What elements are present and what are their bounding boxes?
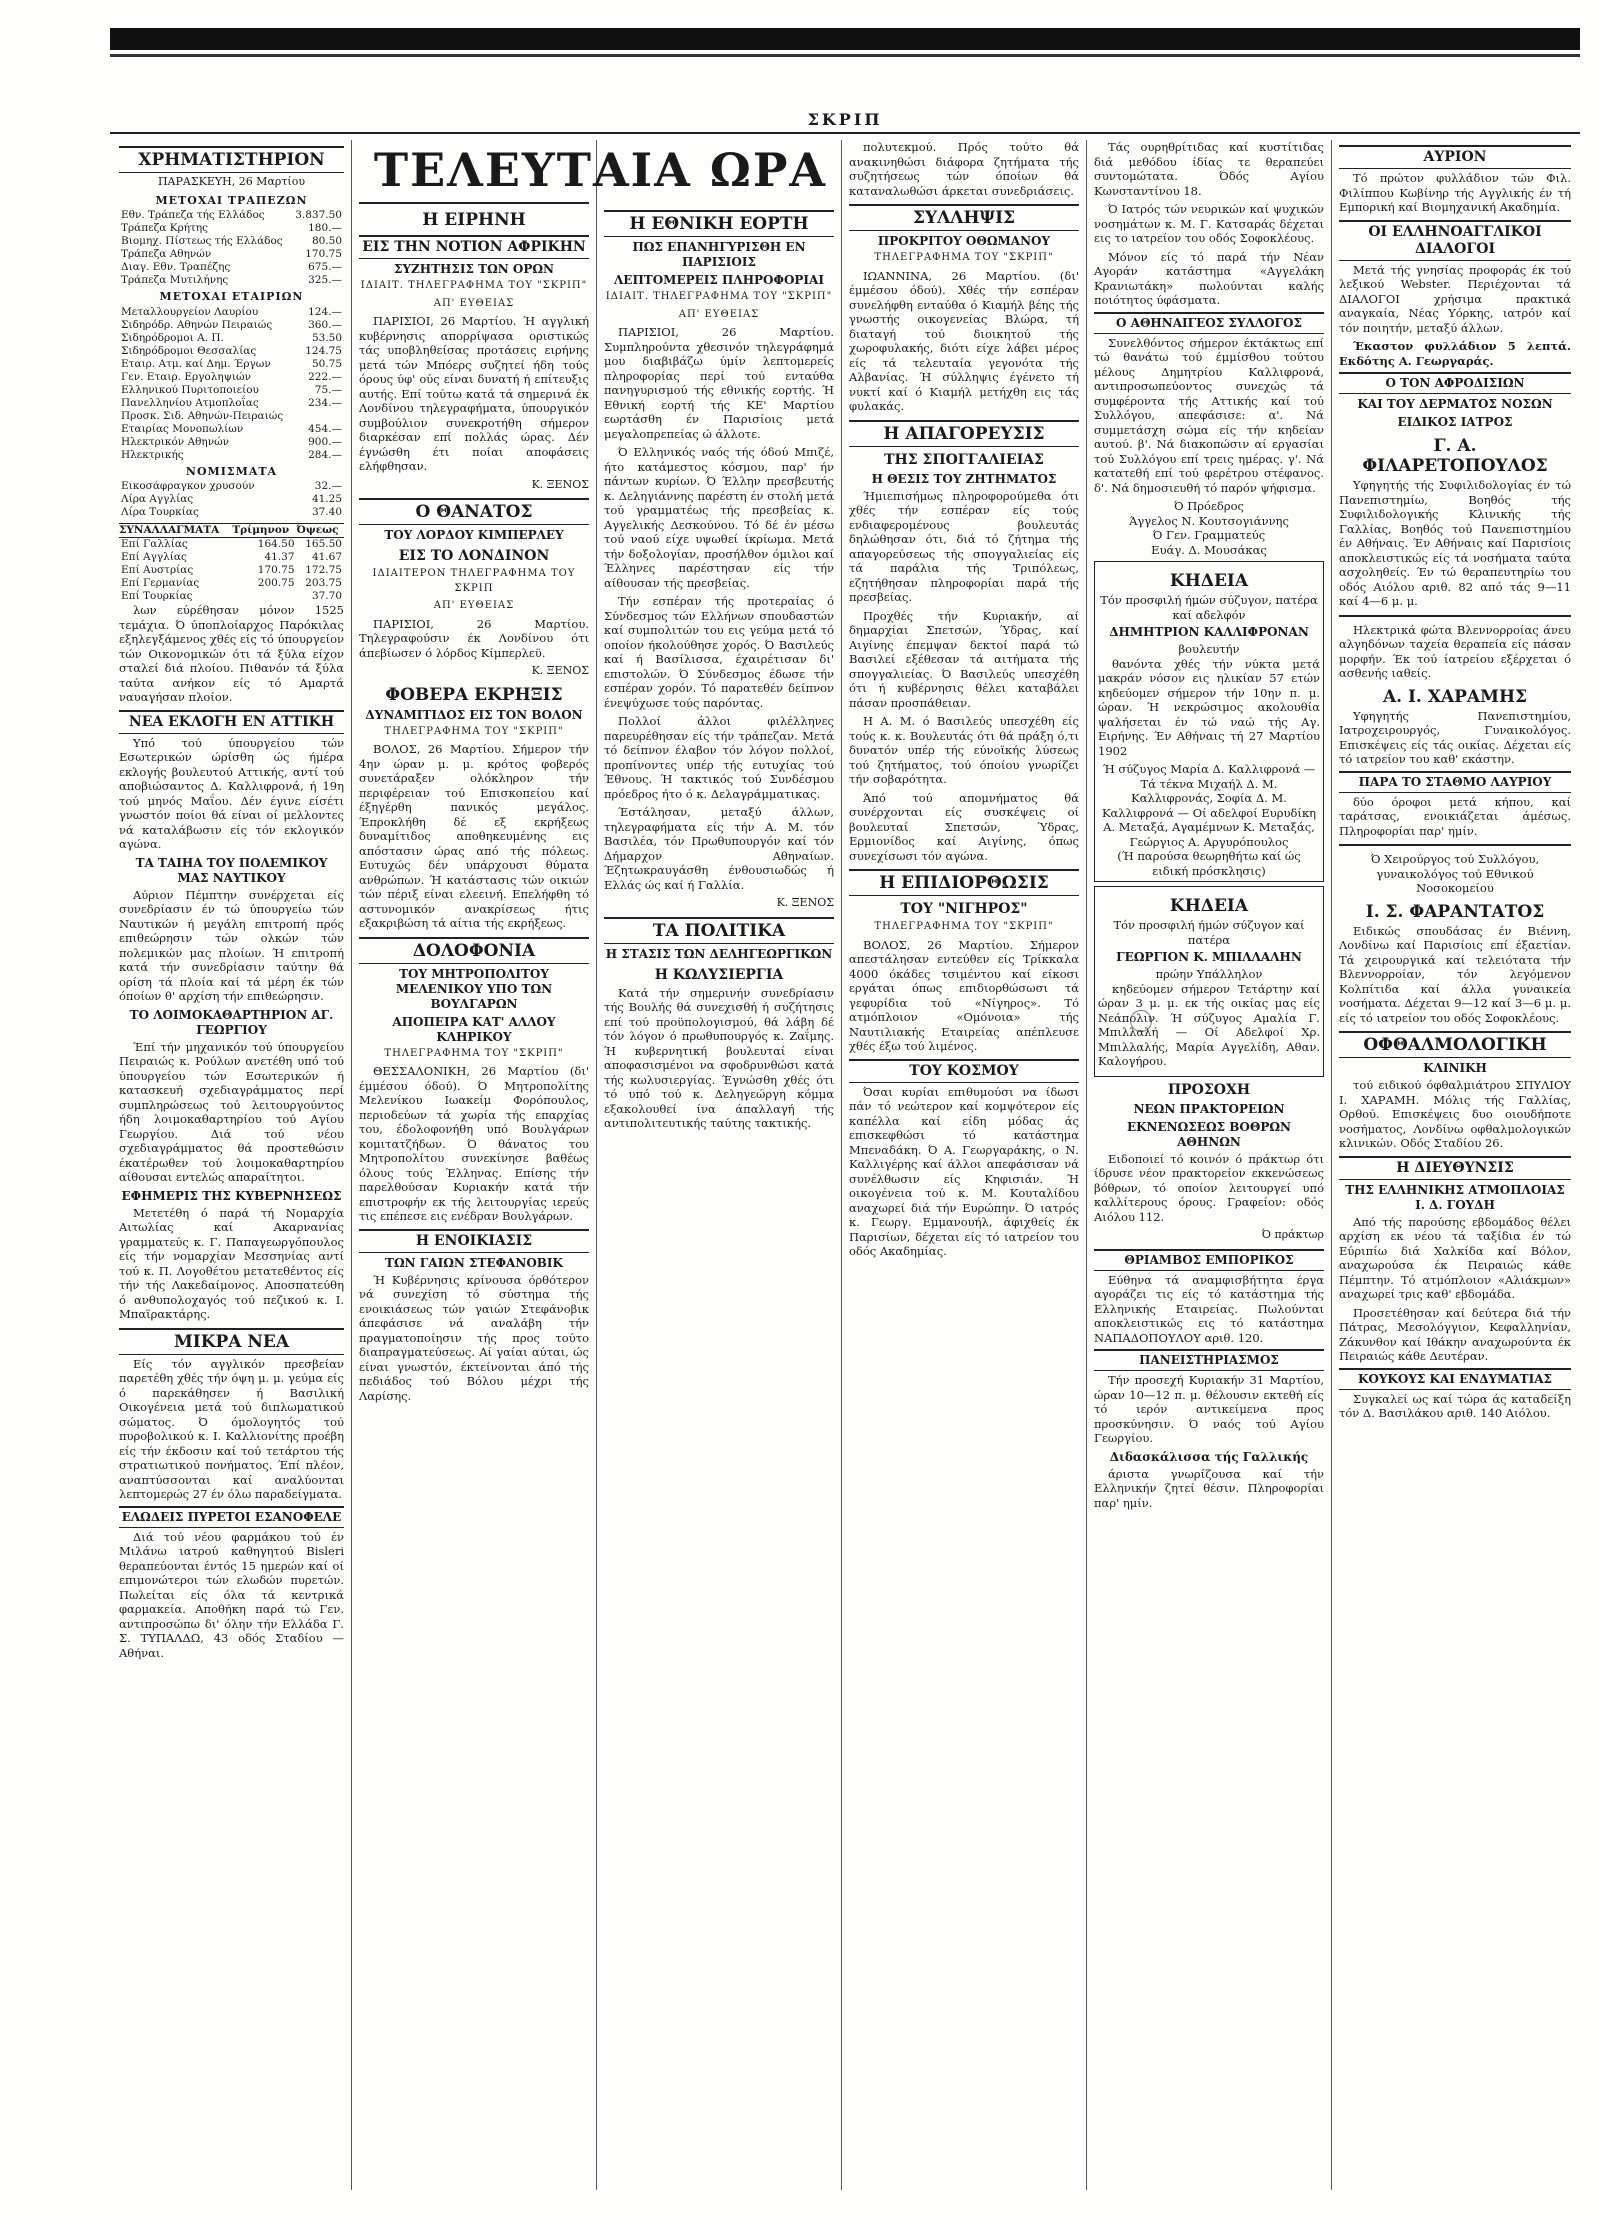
article-xray: Ηλεκτρικά φώτα Βλεννορροίας άνευ αλγηδόνων ταχεία θεραπεία είς πάσαν μορφήν. Έκ τού ίατρείου εξέρχεται ό ασθενής ιαθείς. bbox=[1339, 622, 1571, 680]
rate-value: 75.— bbox=[314, 383, 342, 396]
table-row bbox=[119, 306, 344, 319]
fx-header: Τρίμηνον bbox=[232, 524, 296, 538]
article-peace: ΠΑΡΙΣΙΟΙ, 26 Μαρτίου. Ή αγγλική κυβέρνησις απορρίψασα οριστικώς τάς υποβληθείσας προτάσεις ειρήνης μετά τών Μπόερς συζητεί ήδη τούς όρους ύφ' ούς είναι δυνατή ή επίτευξις αυτής. Επί τούτω κατά τά σημερινά έκ Λονδίνου τηλεγραφήματα, ύπουργικόν συμβούλιον συνεκροτήθη σήμερον διαρκέσαν επί πολλάς ώρας. Δέν έγνώσθη έτι ποίαι αποφάσεις ελήφθησαν. bbox=[359, 314, 589, 473]
rate-value: 222.— bbox=[308, 370, 342, 383]
article-dialogues: Μετά τής γνησίας προφοράς έκ τού λεξικού Webster. Περιέχονται τά ΔΙΑΛΟΓΟΙ χρήσιμα πρακτικά αναγκαία, Νέας Υόρκης, ιατρόν καί τόν ποιητήν, μεταξύ άλλων. bbox=[1339, 262, 1571, 335]
fx-cell: 172.75 bbox=[305, 564, 342, 576]
table-row bbox=[119, 449, 344, 462]
fx-table bbox=[119, 523, 344, 603]
rate-value: 180.— bbox=[308, 222, 342, 234]
masthead-rule bbox=[110, 132, 1580, 134]
signature: Κ. ΞΕΝΟΣ bbox=[531, 477, 589, 491]
rate-value: 50.75 bbox=[311, 357, 342, 370]
headline-lease: Η ΕΝΟΙΚΙΑΣΙΣ bbox=[359, 1229, 589, 1253]
funeral-intro: Τόν προσφιλή ήμών σύζυγον καί πατέρα bbox=[1113, 918, 1305, 947]
rate-name: Ηλεκτρικής bbox=[121, 448, 184, 461]
rate-name: Γεν. Εταιρ. Εργοληψιών bbox=[121, 370, 251, 383]
article-doctor: Υφηγητής τής Συφιλιδολογίας έν τώ Πανεπιστημίω, Βοηθός τής Συφιλιδολογικής Κλινικής τής Γαλλίας, Βοηθός τού Πανεπιστημίου έν Αθήναις. Έν Αθήναις καί Παρισίοις αποκλειστικώς είς τά νοσήματα ταύτα ασχοληθείς. Έν τώ θεραπευτηρίω του οδός Αιόλου αριθ. 82 από τάς 9—11 καί 4—6 μ. μ. bbox=[1339, 478, 1571, 608]
article-ban-3: Η Α. Μ. ό Βασιλεύς υπεσχέθη είς τούς κ. κ. Βουλευτάς ότι θά πράξη ό,τι δυνατόν υπέρ τής εύνοϊκής λύσεως τού ζητήματος, τού όποίου γνωρίζει τήν σοβαρότητα. bbox=[849, 714, 1079, 786]
table-row bbox=[119, 480, 344, 493]
fx-note: λων εύρέθησαν μόνον 1525 τεμάχια. Ό ύποπλοίαρχος Παρόκιλας εξηλεγξάμενος χθές είς τό ύπουργείον τών Οικονομικών ότι τά ξύλα είχον σταλεί διά πλοίου. Πιθανόν τά ξύλα ταύτα ανήκον είς τό Αμαρτά ναυαγήσαν πλοίον. bbox=[119, 603, 344, 704]
masthead: ΣΚΡΙΠ bbox=[807, 110, 883, 129]
headline-politics: ΤΑ ΠΟΛΙΤΙΚΑ bbox=[604, 917, 834, 944]
fx-cell: 164.50 bbox=[257, 538, 295, 550]
companies-title: ΜΕΤΟΧΑΙ ΕΤΑΙΡΙΩΝ bbox=[159, 290, 304, 303]
headline-lease-sub: ΤΩΝ ΓΑΙΩΝ ΣΤΕΦΑΝΟΒΙΚ bbox=[385, 1255, 563, 1270]
table-row bbox=[119, 506, 344, 519]
rate-value: 41.25 bbox=[311, 493, 342, 505]
doctor-3-intro: Ό Χειρούργος τού Συλλόγου, γυναικολόγος τού Εθνικού Νοσοκομείου bbox=[1370, 852, 1540, 895]
headline-arrest: ΣΥΛΛΗΨΙΣ bbox=[849, 204, 1079, 231]
byline: ΑΠ' ΕΥΘΕΙΑΣ bbox=[433, 297, 515, 309]
funeral-notice bbox=[1094, 561, 1324, 882]
article-fest-3: Τήν εσπέραν τής προτεραίας ό Σύνδεσμος τών Ελλήνων σπουδαστών καί συμπολιτών του εις γεύμα μετά τό οποίον ήκολούθησε χορός. Ό Βασιλεύς καί ή Βασίλισσα, έχαιρέτισαν δι' επιστολών. Ό Σύνδεσμος έδωσε τήν εσπέραν χορόν. Τό παρατεθέν δείπνον ένεψύχωσε τούς παρόντας. bbox=[604, 594, 834, 710]
rate-name: Σιδηρόδρ. Αθηνών Πειραιώς bbox=[121, 318, 273, 331]
article-fest-4: Πολλοί άλλοι φιλέλληνες παρευρέθησαν είς τήν τράπεζαν. Μετά τό δείπνον έλαβον τόν λόγον πολλοί, προπίνοντες υπέρ τής ευτυχίας τού Έθνους. Ή τακτικός τού Συνδέσμου πρόεδρος ήτο ό κ. Δελαγράμματικας. bbox=[604, 714, 834, 801]
headline-peace-sub2: ΣΥΖΗΤΗΣΙΣ ΤΩΝ ΟΡΩΝ bbox=[393, 262, 555, 276]
headline-buttons: ΚΟΥΚΟΥΣ ΚΑΙ ΕΝΔΥΜΑΤΙΑΣ bbox=[1339, 1368, 1571, 1390]
headline-explosion-sub: ΔΥΝΑΜΙΤΙΔΟΣ ΕΙΣ ΤΟΝ ΒΟΛΟΝ bbox=[365, 707, 583, 722]
headline-election: ΝΕΑ ΕΚΛΟΓΗ ΕΝ ΑΤΤΙΚΗ bbox=[119, 710, 344, 734]
headline-ban-sub: ΤΗΣ ΣΠΟΓΓΑΛΙΕΙΑΣ bbox=[884, 451, 1044, 468]
table-row bbox=[119, 590, 344, 603]
table-row bbox=[119, 358, 344, 371]
rate-value: 124.— bbox=[308, 305, 342, 318]
article-direction-2: Προσετέθησαν καί δεύτερα διά τήν Πάτρας, Μεσολόγγιον, Κεφαλληνίαν, Ζάκυνθον καί Ιθάκην αναχωρούντα έκ Πειραιώς κάθε Δευτέραν. bbox=[1339, 1305, 1571, 1363]
rate-name: Τράπεζα Κρήτης bbox=[121, 222, 209, 234]
rate-value: 675.— bbox=[308, 261, 342, 273]
coins-title: ΝΟΜΙΣΜΑΤΑ bbox=[185, 464, 278, 478]
headline-small-news: ΜΙΚΡΑ ΝΕΑ bbox=[119, 1328, 344, 1355]
rate-value: 32.— bbox=[314, 480, 342, 492]
headline-venereal: Ο ΤΟΝ ΑΦΡΟΔΙΣΙΩΝ bbox=[1339, 372, 1571, 394]
article-politics: Κατά τήν σημερινήν συνεδρίασιν τής Βουλής θά συνεχισθή ή συζήτησις επί τού προϋπολογισμού, θά λάβη δέ τόν λόγον ό πρωθυπουργός κ. Ζαΐμης. Ή κυβερνητική βουλευταί είναι αποφασισμένοι να σφοδρυνθώσι κατά τής κωλυσιεργίας. Έγνώσθη χθές ότι τό υπό τού κ. Δεληγεώργη κόμμα εξακολουθεί ίνα άπαλλαγή τής αντιπολιτευτικής ταύτης τακτικής. bbox=[604, 985, 834, 1130]
rate-value: 454.— bbox=[308, 422, 342, 435]
doctor-name: Ι. Σ. ΦΑΡΑΝΤΑΤΟΣ bbox=[1365, 901, 1545, 922]
banner-spacer bbox=[604, 140, 834, 204]
fx-cell: 165.50 bbox=[305, 538, 342, 550]
table-row bbox=[119, 384, 344, 397]
headline-tomorrow: ΑΥΡΙΟΝ bbox=[1339, 145, 1571, 169]
funeral-text: θανόντα χθές τήν νύκτα μετά μακράν νόσον εις ηλικίαν 57 ετών κηδεύομεν σήμερον τήν 10ην π. μ. ώραν. Ή νεκρώσιμος ακολουθία ψαλήσεται έν τώ ναώ τής Αγ. Ειρήνης. Έν Αθήναις τή 27 Μαρτίου 1902 bbox=[1098, 656, 1320, 758]
rate-value: 325.— bbox=[308, 274, 342, 286]
fx-cell: 41.37 bbox=[264, 551, 295, 563]
article-lease: Ή Κυβέρνησις κρίνουσα όρθότερον νά συνεχίση τό σύστημα τής ενοικιάσεως τών γαιών Στεφάνοβικ άπεφάσισε νά αναλάβη τήν πραγματοποίησιν τής προς τούτο διαπραγματεύσεως. Αί γαίαι αύται, ώς είναι γνωστόν, έκτείνονται άπό τής πεδιάδος τού Βόλου μέχρι τής Λαρίσης. bbox=[359, 1272, 589, 1403]
headline-murder: ΔΟΛΟΦΟΝΙΑ bbox=[359, 937, 589, 964]
rate-name: Λίρα Τουρκίας bbox=[121, 506, 199, 518]
funeral-note: (Ή παρούσα θεωρηθήτω καί ώς ειδική πρόσκλησις) bbox=[1117, 849, 1301, 878]
table-row bbox=[119, 493, 344, 506]
headline-eye-clinic: ΟΦΘΑΛΜΟΛΟΓΙΚΗ bbox=[1339, 1031, 1571, 1058]
funeral-text: κηδεύομεν σήμερον Τετάρτην καί ώραν 3 μ. μ. εκ τής οικίας μας είς Νεάπολιν. Ή σύζυγος Αμαλία Γ. Μπιλλαλή — Οί Αδελφοί Χρ. Μπιλλαλής, Μαρία Αγγελίδη, Αθαν. Καλογήρου. bbox=[1098, 981, 1320, 1068]
ad-text: Τάς ουρηθρίτιδας καί κυστίτιδας διά μεθόδου ίδίας τε θεραπεύει συντομώτατα. Όδός Αγίου Κωνσταντίνου 18. bbox=[1094, 140, 1324, 198]
headline-repair: Η ΕΠΙΔΙΟΡΘΩΣΙΣ bbox=[849, 869, 1079, 896]
fx-cell: Επί Τουρκίας bbox=[121, 590, 193, 602]
rate-name: Τράπεζα Αθηνών bbox=[121, 248, 212, 260]
rate-name: Βιομηχ. Πίστεως τής Ελλάδος bbox=[121, 235, 283, 247]
article-fest-5: Έστάλησαν, μεταξύ άλλων, τηλεγραφήματα είς τήν Α. Μ. τόν Βασιλέα, τόν Πρωθυπουργόν καί τόν Δήμαρχον Αθηναίων. Έζητωκραυγάσθη ένθουσιωδώς ή Ελλάς ώς καί ή Γαλλία. bbox=[604, 805, 834, 892]
headline-fest-sub2: ΛΕΠΤΟΜΕΡΕΙΣ ΠΛΗΡΟΦΟΡΙΑΙ bbox=[614, 273, 824, 287]
column-5 bbox=[1087, 140, 1332, 2190]
byline: ΤΗΛΕΓΡΑΦΗΜΑ ΤΟΥ "ΣΚΡΙΠ" bbox=[874, 252, 1054, 263]
rate-value: 37.40 bbox=[311, 506, 342, 518]
rate-name: Εικοσάφραγκον χρυσούν bbox=[121, 480, 255, 492]
article-arrest: ΙΩΑΝΝΙΝΑ, 26 Μαρτίου. (δι' έμμέσου όδού). Χθές τήν εσπέραν συνελήφθη ενταύθα ό Κιαμήλ βέης τής γνωστής οικογενείας Βλώρα, τή διαταγή τού διοικητού τής χωροφυλακής, διότι είχε λάβει μέρος είς τά τελευταία γεγονότα τής Αλβανίας. Ή σύλληψις έγένετο τή νυκτί καί ό Κιαμήλ μετήχθη εις τάς φυλακάς. bbox=[849, 268, 1079, 413]
table-row bbox=[119, 436, 344, 449]
funeral-name: ΓΕΩΡΓΙΟΝ Κ. ΜΠΙΛΛΑΛΗΝ bbox=[1116, 950, 1302, 964]
rate-value bbox=[300, 410, 344, 423]
column-1 bbox=[112, 140, 352, 2190]
table-row bbox=[119, 397, 344, 410]
headline-arrest-sub: ΠΡΟΚΡΙΤΟΥ ΟΘΩΜΑΝΟΥ bbox=[877, 234, 1051, 248]
table-row bbox=[119, 261, 344, 274]
byline: ΙΔΙΑΙΤ. ΤΗΛΕΓΡΑΦΗΜΑ ΤΟΥ "ΣΚΡΙΠ" bbox=[605, 291, 833, 302]
article-society: Όσαι κυρίαι επιθυμούσι να ίδωσι πάν τό νεώτερον καί κομψότερον είς καπέλλα καί είδη μόδας άς επισκεφθώσι τό κατάστημα Μπεναδάκη. Ό Α. Γεωργαράκης, ο Ν. Καλλιγέρης καί άλλοι απεφάσισαν νά συνέλθωσιν είς Κηφισιάν. Ή οικογένεια τού κ. Μ. Κουταλίδου αναχωρεί διά τήν Ευρώπην. Ό ιατρός κ. Γεωργ. Εμμανουήλ, άφιχθείς έκ Παρισίων, δέχεται είς τό ιατρείον του οδός Ακαδημίας. bbox=[849, 1084, 1079, 1258]
headline-peace-sub: ΕΙΣ ΤΗΝ ΝΟΤΙΟΝ ΑΦΡΙΚΗΝ bbox=[359, 235, 589, 259]
rate-name: Διαγ. Εθν. Τραπέζης bbox=[121, 261, 231, 273]
rate-name: Τράπεζα Μυτιλήνης bbox=[121, 274, 229, 286]
article-ban-2: Προχθές τήν Κυριακήν, αί δημαρχίαι Σπετσών, Ύδρας, καί Αιγίνης έπεμψαν δεκτοί παρά τώ Βασιλεί εξέθεσαν τά αιτήματα τής σπογγαλιείας. Ό Βασιλεύς υπεσχέθη ότι ή κυβέρνησις θέλει καταβάλει πάσαν προσπάθειαν. bbox=[849, 608, 1079, 710]
column-6 bbox=[1332, 140, 1578, 2190]
divider bbox=[1339, 844, 1571, 846]
headline-explosion: ΦΟΒΕΡΑ ΕΚΡΗΞΙΣ bbox=[385, 684, 563, 705]
fx-cell: Επί Γερμανίας bbox=[121, 577, 200, 589]
headline-fest: Η ΕΘΝΙΚΗ ΕΟΡΤΗ bbox=[604, 210, 834, 237]
article-quarantine: Έπί τήν μηχανικόν τού ύπουργείου Πειραιώς κ. Ρούλων ανετέθη υπό τού ύπουργείου τών Εσωτερικών ή κατασκευή σχεδιαγράμματος περί συμπληρώσεως τού λειτουργούντος ήδη λοιμοκαθαρτηρίου τού Αγίου Γεωργίου. Διά τού νέου σχεδιαγράμματος θά προστεθώσιν έκατέρωθεν τού λοιμοκαθαρτηρίου αίθουσαι εντελώς απαραίτητοι. bbox=[119, 1039, 344, 1184]
byline: ΤΗΛΕΓΡΑΦΗΜΑ ΤΟΥ "ΣΚΡΙΠ" bbox=[874, 921, 1054, 932]
article-dialogues-price: Έκαστον φυλλάδιον 5 λεπτά. Εκδότης Α. Γεωργαράς. bbox=[1339, 339, 1571, 368]
signature: Ό πράκτωρ bbox=[1261, 1228, 1324, 1241]
fx-cell: 200.75 bbox=[257, 577, 295, 589]
fx-header: Όψεως bbox=[297, 524, 344, 538]
table-row bbox=[119, 410, 344, 423]
article-fest-2: Ό Ελληνικός ναός τής όδού Μπιζέ, ήτο κατάμεστος κόσμου, παρ' ήν πάντων κυρίων. Ό Έλλην πρεσβευτής κ. Δεληγιάννης παρέστη έν στολή μετά τού γραμματέως τής πρεσβείας κ. Αγγελικής Δεσκούνου. Τό δέ έν μέσω τού ναού είχε υψωθεί ίκρίωμα. Μετά τήν δοξολογίαν, προσήλθον όμιλοι καί Έλληνες παρέστησαν είς τήν αίθουσαν τής πρεσβείας. bbox=[604, 445, 834, 590]
column-3 bbox=[597, 140, 842, 2190]
fx-cell: 41.67 bbox=[311, 551, 342, 563]
byline: ΤΗΛΕΓΡΑΦΗΜΑ ΤΟΥ "ΣΚΡΙΠ" bbox=[384, 725, 564, 737]
headline-ban: Η ΑΠΑΓΟΡΕΥΣΙΣ bbox=[849, 420, 1079, 447]
headline-direction: Η ΔΙΕΥΘΥΝΣΙΣ bbox=[1339, 1156, 1571, 1180]
banner-last-hour: ΤΕΛΕΥΤΑΙΑ ΩΡΑ bbox=[373, 143, 828, 197]
article-triumph: Εύθηνα τά αναμφισβήτητα έργα αγοράζει τις είς τό κατάστημα τής Ελληνικής Εταιρείας. Πωλούνται αποκλειστικώς εις τό κατάστημα ΝΑΠΑΔΟΠΟΥΛΟΥ αριθ. 120. bbox=[1094, 1272, 1324, 1345]
article-doctor-3: Ειδικώς σπουδάσας έν Βιέννη, Λονδίνω καί Παρισίοις επί έξαετίαν. Τά χειρουργικά καί τελειότατα τήν Βλεννορροίαν, τόν λεγόμενον Κολπίτιδα καί άλλα γυναικεία νοσήματα. Δέχεται 9—12 καί 3—6 μ. μ. είς τό ιατρείον του οδός Σοφοκλέους. bbox=[1339, 923, 1571, 1025]
article-association: Συνελθόντος σήμερον έκτάκτως επί τώ θανάτω τού έμμίσθου τούτου μέλους Δημητρίου Καλλιφρονά, αντιπροσωπεύοντος συνεχώς τά συμφέροντα τής Αττικής καί τού Συλλόγου, απεφάσισε: α'. Νά συμμετάσχη σώμα είς τήν κηδείαν αυτού. β'. Νά διακοπώσιν αί εργασίαι τού Συλλόγου επί τρεις ημέρας. γ'. Νά κατατεθή επί τού φερέτρου στέφανος. δ'. Νά δημοσιευθή τό παρόν ψήφισμα. bbox=[1094, 335, 1324, 495]
exchange-date: ΠΑΡΑΣΚΕΥΗ, 26 Μαρτίου bbox=[157, 175, 306, 188]
fx-cell: 170.75 bbox=[257, 564, 295, 576]
table-row bbox=[119, 209, 344, 222]
banks-title: ΜΕΤΟΧΑΙ ΤΡΑΠΕΖΩΝ bbox=[155, 193, 308, 207]
exchange-title: ΧΡΗΜΑΤΙΣΤΗΡΙΟΝ bbox=[119, 146, 344, 173]
rate-value: 170.75 bbox=[305, 248, 342, 260]
table-row bbox=[119, 423, 344, 436]
rate-value: 284.— bbox=[308, 448, 342, 461]
headline-direction-sub: ΤΗΣ ΕΛΛΗΝΙΚΗΣ ΑΤΜΟΠΛΟΙΑΣ Ι. Δ. ΓΟΥΔΗ bbox=[1345, 1182, 1565, 1212]
fx-cell bbox=[232, 590, 296, 603]
rate-value: 80.50 bbox=[311, 235, 342, 247]
article-notice: Ειδοποιεί τό κοινόν ό πράκτωρ ότι ίδρυσε νέον πρακτορείον εκκενώσεως βόθρων, τό οποίον λειτουργεί υπό καλλίτερους όρους. Γραφείον: οδός Αιόλου 112. bbox=[1094, 1151, 1324, 1224]
headline-notice: ΠΡΟΣΟΧΗ bbox=[1167, 1081, 1251, 1098]
doctor-name: Α. Ι. ΧΑΡΑΜΗΣ bbox=[1382, 686, 1528, 707]
rate-value: 3.837.50 bbox=[295, 209, 342, 221]
article-ships: Αύριον Πέμπτην συνέρχεται είς συνεδρίασιν έν τώ ύπουργείω τών Ναυτικών ή μεγάλη επιτροπή πρός επιθεώρησιν τών ολκών τών πολεμικών μας πλοίων. Ή επιτροπή κατά τήν συνεδρίασιν ταύτην θά ορίση τά πλοία καί τά μέρη έκ τών όποίων θ' αρχίση τήν επιθεώρησιν. bbox=[119, 887, 344, 1003]
article-ban-4: Άπό τού απομνήματος θά συνέρχονται είς συσκέψεις οί βουλευταί Σπετσών, Ύδρας, Ερμιονίδος καί Αιγίνης, όπως συνεχίσωσι τόν αγώνα. bbox=[849, 790, 1079, 863]
headline-venereal-sub: ΚΑΙ ΤΟΥ ΔΕΡΜΑΤΟΣ ΝΟΣΩΝ bbox=[1357, 397, 1553, 411]
headline-bulletin: ΕΦΗΜΕΡΙΣ ΤΗΣ ΚΥΒΕΡΝΗΣΕΩΣ bbox=[121, 1188, 342, 1203]
article-doctor-2: Υφηγητής Πανεπιστημίου, Ιατροχειρουργός, Γυναικολόγος. Επισκέψεις είς τάς οικίας. Δέχεται είς τό ιατρείον του καθ' εκάστην. bbox=[1339, 708, 1571, 766]
signature: Κ. ΞΕΝΟΣ bbox=[776, 896, 834, 909]
byline: ΑΠ' ΕΥΘΕΙΑΣ bbox=[433, 600, 515, 611]
signature: Κ. ΞΕΝΟΣ bbox=[531, 664, 589, 677]
headline-death-sub: ΤΟΥ ΛΟΡΔΟΥ ΚΙΜΠΕΡΛΕΥ bbox=[384, 528, 564, 542]
article-ad-fever: Διά τού νέου φαρμάκου τού έν Μιλάνω ιατρού καθηγητού Bisleri θεραπεύονται έντός 15 ημερών καί οί επιμονώτεροι τών ελωδών πυρετών. Πωλείται είς όλα τά κεντρικά φαρμακεία. Αποθήκη παρά τώ Γεν. αντιπροσώπω δι' όλην τήν Ελλάδα Γ. Σ. ΤΥΠΑΛΔΩ, 43 οδός Σταδίου — Αθήναι. bbox=[119, 1529, 344, 1660]
headline-ships: ΤΑ ΤΑΙΗΑ ΤΟΥ ΠΟΛΕΜΙΚΟΥ ΜΑΣ ΝΑΥΤΙΚΟΥ bbox=[135, 855, 328, 885]
doctor-name: Γ. Α. ΦΙΛΑΡΕΤΟΠΟΥΛΟΣ bbox=[1362, 436, 1548, 476]
ad-text: Μόνον είς τό παρά τήν Νέαν Αγοράν κατάστημα «Αγγελάκη Κρανιωτάκη» πωλούνται καλής ποιότητος ύφάσματα. bbox=[1094, 249, 1324, 307]
newspaper-columns bbox=[112, 140, 1578, 2190]
headline-ban-sub2: Η ΘΕΣΙΣ ΤΟΥ ΖΗΤΗΜΑΤΟΣ bbox=[871, 471, 1057, 486]
funeral-notice-2 bbox=[1094, 886, 1324, 1077]
headline-politics-sub: Η ΣΤΑΣΙΣ ΤΩΝ ΔΕΛΗΓΕΩΡΓΙΚΩΝ bbox=[605, 946, 833, 961]
banner-rule bbox=[359, 202, 589, 204]
article-direction: Από τής παρούσης εβδομάδος θέλει αρχίση εκ νέου τά ταξίδια έν τώ Εύριπίω διά Χαλκίδα καί Βόλον, αναχωρούσα έκ Πειραιώς κάθε Πέμπτην. Τό ατμόπλοιον «Αλιάκμων» αναχωρεί τρις καθ' εβδομάδα. bbox=[1339, 1214, 1571, 1301]
fx-cell: 203.75 bbox=[305, 577, 342, 589]
byline: ΙΔΙΑΙΤΕΡΟΝ ΤΗΛΕΓΡΑΦΗΜΑ ΤΟΥ ΣΚΡΙΠ bbox=[372, 568, 576, 594]
headline-church: ΠΑΝΕΙΣΤΗΡΙΑΣΜΟΣ bbox=[1094, 1349, 1324, 1371]
rate-name: Εθν. Τράπεζα τής Ελλάδος bbox=[121, 209, 265, 221]
headline-funeral: ΚΗΔΕΙΑ bbox=[1169, 571, 1249, 591]
top-rule-bar bbox=[110, 28, 1580, 50]
headline-triumph: ΘΡΙΑΜΒΟΣ ΕΜΠΟΡΙΚΟΣ bbox=[1094, 1249, 1324, 1271]
article-murder: ΘΕΣΣΑΛΟΝΙΚΗ, 26 Μαρτίου (δι' έμμέσου όδού). Ό Μητροπολίτης Μελενίκου Ιωακείμ Φορόπουλος, περιοδεύων τά χωρία τής επαρχίας του, έδολοφονήθη υπό Βουλγάρων κομιτατζήδων. Ό θάνατος του Μητροπολίτου συνεκίνησε βαθέως όλους τούς Έλληνας. Επίσης τήν παρελθούσαν Κυριακήν κατά τήν επιστροφήν εκ τής λειτουργίας ιερεύς τις επέπεσε εις ενέδραν Βουλγάρων. bbox=[359, 1064, 589, 1223]
funeral-role: πρώην Υπάλληλον bbox=[1155, 967, 1263, 981]
headline-society: ΤΟΥ ΚΟΣΜΟΥ bbox=[849, 1059, 1079, 1083]
funeral-intro: Τόν προσφιλή ήμών σύζυγον, πατέρα καί αδελφόν bbox=[1100, 593, 1318, 622]
table-row bbox=[119, 564, 344, 577]
assoc-signature-role: Ό Γεν. Γραμματεύς bbox=[1152, 528, 1266, 542]
article-teacher: άριστα γνωρίζουσα καί τήν Ελληνικήν ζητεί θέσιν. Πληροφορίαι παρ' ημίν. bbox=[1094, 1466, 1324, 1510]
headline-politics-sub2: Η ΚΩΛΥΣΙΕΡΓΙΑ bbox=[654, 966, 784, 983]
fx-cell: Επί Αυστρίας bbox=[121, 564, 194, 576]
headline-murder-sub: ΤΟΥ ΜΗΤΡΟΠΟΛΙΤΟΥ ΜΕΛΕΝΙΚΟΥ ΥΠΟ ΤΩΝ ΒΟΥΛΓΑΡΩΝ bbox=[395, 966, 553, 1011]
fx-header: ΣΥΝΑΛΛΑΓΜΑΤΑ bbox=[119, 524, 232, 538]
top-thin-rule bbox=[110, 54, 1580, 57]
rate-value: 900.— bbox=[308, 435, 342, 448]
headline-station: ΠΑΡΑ ΤΟ ΣΤΑΘΜΟ ΛΑΥΡΙΟΥ bbox=[1339, 771, 1571, 793]
funeral-family: Ή σύζυγος Μαρία Δ. Καλλιφρονά — Τά τέκνα Μιχαήλ Δ. Μ. Καλλιφρονάς, Σοφία Δ. Μ. Καλλιφρονά — Οί αδελφοί Ευρυδίκη Α. Μεταξά, Αγαμέμνων Κ. Μεταξάς, Γεώργιος Α. Αργυρόπουλος bbox=[1101, 762, 1317, 849]
rate-name: Μεταλλουργείον Λαυρίου bbox=[121, 305, 259, 318]
assoc-signature-name: Ευάγ. Δ. Μουσάκας bbox=[1151, 542, 1267, 557]
table-row bbox=[119, 248, 344, 261]
funeral-role: βουλευτήν bbox=[1178, 642, 1240, 656]
article-church: Τήν προσεχή Κυριακήν 31 Μαρτίου, ώραν 10—12 π. μ. θέλουσιν εκτεθή είς τό ιερόν αντικείμενα προς προσκύνησιν. Ό ναός τού Αγίου Γεωργίου. bbox=[1094, 1373, 1324, 1445]
byline: ΙΔΙΑΙΤ. ΤΗΛΕΓΡΑΦΗΜΑ ΤΟΥ "ΣΚΡΙΠ" bbox=[360, 280, 588, 291]
headline-death: Ο ΘΑΝΑΤΟΣ bbox=[359, 498, 589, 525]
banks-table bbox=[119, 209, 344, 287]
rate-name: Εταιρίας Μονοπωλίων bbox=[121, 422, 244, 435]
article-bulletin: Μετετέθη ό παρά τή Νομαρχία Αιτωλίας καί Ακαρνανίας γραμματεύς κ. Γ. Παπαγεωργόπουλος είς τήν νομαρχίαν Μεσσηνίας αντί τού κ. Π. Λογοθέτου μετατεθέντος είς τήν τής Λακεδαίμονος. Αποσπατεύθη ό ανθυπολοχαγός τού πεζικού κ. Ι. Μπαϊρακτάρης. bbox=[119, 1205, 344, 1321]
headline-eye-clinic-sub: ΚΛΙΝΙΚΗ bbox=[1423, 1061, 1487, 1075]
coins-table bbox=[119, 480, 344, 519]
rate-value: 124.75 bbox=[305, 344, 342, 357]
table-row bbox=[119, 222, 344, 235]
article-buttons: Συγκαλεί ως καί τώρα άς καταδείξη τόν Δ. Βασιλάκου αριθ. 140 Αιόλου. bbox=[1339, 1391, 1571, 1420]
rate-name: Ηλεκτρικόν Αθηνών bbox=[121, 435, 230, 448]
headline-teacher: Διδασκάλισσα τής Γαλλικής bbox=[1109, 1449, 1309, 1464]
headline-death-sub2: ΕΙΣ ΤΟ ΛΟΝΔΙΝΟΝ bbox=[398, 548, 550, 564]
table-header-row bbox=[119, 524, 344, 538]
table-row bbox=[119, 274, 344, 287]
rate-name: Προσκ. Σιδ. Αθηνών-Πειραιώς bbox=[121, 409, 284, 422]
article-ban-1: Ήμιεπισήμως πληροφορούμεθα ότι χθές τήν εσπέραν είς τούς ενδιαφερομένους βουλευτάς δηλώθησαν ότι, διά τό ζήτημα τής απαγορεύσεως τής σπογγαλιείας είς τά παράλια τής Τριπόλεως, εζητήθησαν πληροφορίαι παρά τής πρεσβείας. bbox=[849, 488, 1079, 604]
headline-peace: Η ΕΙΡΗΝΗ bbox=[422, 210, 526, 230]
headline-notice-sub: ΝΕΩΝ ΠΡΑΚΤΟΡΕΙΩΝ bbox=[1133, 1101, 1285, 1116]
article-eye-clinic: τού ειδικού όφθαλμιάτρου ΣΠΥΛΙΟΥ Ι. ΧΑΡΑΜΗ. Μόλις τής Γαλλίας, Ορθού. Επισκέψεις δυο οιουδήποτε νοσήματος, Λονδίνω οφθαλμολογικών κλινικών. Οδός Σταδίου 26. bbox=[1339, 1078, 1571, 1150]
headline-quarantine: ΤΟ ΛΟΙΜΟΚΑΘΑΡΤΗΡΙΟΝ ΑΓ. ΓΕΩΡΓΙΟΥ bbox=[129, 1007, 334, 1037]
table-row bbox=[119, 345, 344, 358]
headline-funeral-2: ΚΗΔΕΙΑ bbox=[1169, 896, 1249, 916]
companies-table bbox=[119, 306, 344, 462]
article-election: Υπό τού ύπουργείου τών Εσωτερικών ώρίσθη ώς ήμέρα εκλογής βουλευτού Αττικής, αντί τού αποβιώσαντος Δ. Καλλιφρονά, ή 19η τού μηνός Μαΐου. Δέν έγινε είσέτι γνωστόν ποίοι θά είναι οί μελλοντες νά καταλάβωσιν είς τόν εκλογικόν αγώνα. bbox=[119, 735, 344, 851]
table-row bbox=[119, 551, 344, 564]
table-row bbox=[119, 577, 344, 590]
headline-venereal-sub2: ΕΙΔΙΚΟΣ ΙΑΤΡΟΣ bbox=[1397, 415, 1513, 429]
table-row bbox=[119, 538, 344, 552]
ad-text: Ό Ιατρός τών νευρικών καί ψυχικών νοσημάτων κ. Μ. Γ. Κατσαράς δέχεται εις το ιατρείον του οδός Σοφοκλέους. bbox=[1094, 202, 1324, 245]
rate-name: Λίρα Αγγλίας bbox=[121, 493, 194, 505]
article-station: δύο όροφοι μετά κήπου, καί ταράτσας, ενοικιάζεται άμέσως. Πληροφορίαι παρ' ημίν. bbox=[1339, 794, 1571, 838]
rate-name: Εταιρ. Ατμ. καί Δημ. Έργων bbox=[121, 357, 271, 370]
funeral-name: ΔΗΜΗΤΡΙΟΝ ΚΑΛΛΙΦΡΟΝΑΝ bbox=[1109, 625, 1309, 639]
rate-name: Ελληνικού Πυριτοποιείου bbox=[121, 383, 259, 396]
headline-dialogues: ΟΙ ΕΛΛΗΝΟΑΓΓΛΙΚΟΙ ΔΙΑΛΟΓΟΙ bbox=[1339, 220, 1571, 261]
headline-ad-fever: ΕΛΩΔΕΙΣ ΠΥΡΕΤΟΙ ΕΣΑΝΟΦΕΛΕ bbox=[119, 1506, 344, 1528]
rate-name: Σιδηρόδρομοι Θεσσαλίας bbox=[121, 344, 257, 357]
byline: ΑΠ' ΕΥΘΕΙΑΣ bbox=[678, 308, 760, 320]
rate-value: 234.— bbox=[308, 396, 342, 409]
divider bbox=[1339, 615, 1571, 617]
assoc-signature-role: Ό Πρόεδρος bbox=[1174, 499, 1244, 513]
article-fest-1: ΠΑΡΙΣΙΟΙ, 26 Μαρτίου. Συμπληρούντα χθεσινόν τηλεγράφημά μου διαβιβάζω ύμίν λεπτομερείς πληροφορίας περί τού ενταύθα πανηγυρισμού τής εθνικής εορτής. Ή Εθνική εορτή τής ΚΕ' Μαρτίου εωρτάσθη έν Παρισίοις μετά μεγαλοπρεπείας ώ άλλοτε. bbox=[604, 325, 834, 441]
rate-name: Πανελληνίου Ατμοπλοΐας bbox=[121, 396, 259, 409]
fx-cell: Επί Γαλλίας bbox=[121, 538, 188, 550]
byline: ΤΗΛΕΓΡΑΦΗΜΑ ΤΟΥ "ΣΚΡΙΠ" bbox=[384, 1047, 564, 1059]
article-continuation: πολυτεκμού. Πρός τούτο θά ανακινηθώσι διάφορα ζητήματα τής συζητήσεως τών όποίων θά καταναλωθώσι άρκεται συνεδριάσεις. bbox=[849, 140, 1079, 198]
headline-fest-sub: ΠΩΣ ΕΠΑΝΗΓΥΡΙΣΘΗ ΕΝ ΠΑΡΙΣΙΟΙΣ bbox=[632, 240, 806, 269]
rate-value: 53.50 bbox=[311, 331, 342, 344]
headline-association: Ο ΑΘΗΝΑΙΓΕΟΣ ΣΥΛΛΟΓΟΣ bbox=[1094, 312, 1324, 334]
rate-value: 360.— bbox=[308, 318, 342, 331]
fx-cell: Επί Αγγλίας bbox=[121, 551, 187, 563]
article-death: ΠΑΡΙΣΙΟΙ, 26 Μαρτίου. Τηλεγραφούσιν έκ Λονδίνου ότι άπεβίωσεν ό λόρδος Κίμπερλεϋ. bbox=[359, 616, 589, 660]
fx-cell: 37.70 bbox=[311, 590, 342, 602]
table-row bbox=[119, 371, 344, 384]
headline-murder-sub2: ΑΠΟΠΕΙΡΑ ΚΑΤ' ΑΛΛΟΥ ΚΛΗΡΙΚΟΥ bbox=[392, 1014, 556, 1044]
headline-notice-sub2: ΕΚΝΕΝΩΣΕΩΣ ΒΟΘΡΩΝ ΑΘΗΝΩΝ bbox=[1126, 1119, 1292, 1149]
headline-repair-sub: ΤΟΥ "ΝΙΓΗΡΟΣ" bbox=[900, 901, 1028, 917]
assoc-signature-name: Άγγελος Ν. Κουτσογιάννης bbox=[1129, 513, 1289, 528]
table-row bbox=[119, 332, 344, 345]
article-repair: ΒΟΛΟΣ, 26 Μαρτίου. Σήμερον απεστάλησαν εντεύθεν είς Τρίκκαλα 4000 όκάδες τσιμέντου καί είκοσι εργάται όπως επιδιορθώσωσι τά γεφυρίδια τού «Νίγηρος». Τό ατμόπλοιον «Ομόνοια» τής Ναυτιλιακής Εταιρείας απέπλευσε χθές έξω τού λιμένος. bbox=[849, 937, 1079, 1053]
rate-name: Σιδηρόδρομοι Α. Π. bbox=[121, 331, 224, 344]
article-small-news: Είς τόν αγγλικόν πρεσβείαν παρετέθη χθές τήν όψη μ. μ. γεύμα είς ό παρεκάθησεν ή Βασιλική Οικογένεια μετά τού διπλωματικού σώματος. Ό όμολογητός τού πυροβολικού κ. Ι. Καλλιονίτης προέβη είς τήν έκδοσιν καί τού τετάρτου τής στρατιωτικού πονήματος. Έπί πλέον, αναπτύσσονται καί αναλύονται λεπτομερώς 27 έν όλω παραδείγματα. bbox=[119, 1356, 344, 1501]
article-explosion: ΒΟΛΟΣ, 26 Μαρτίου. Σήμερον τήν 4ην ώραν μ. μ. κρότος φοβερός συνετάραξεν ολόκληρον τήν περιφέρειαν τού Επισκοπείου καί έξηγέρθη πανικός μεγάλος. Έπροκλήθη δέ εξ εκρήξεως δυναμίτιδος αποθηκευμένης εις απόστασιν ώρας από τής πόλεως. Ευτυχώς δέν υπάρχουσι θύματα ανθρώπων. Ή κατάστασις τών οικιών τών πέριξ είναι ελεεινή. Επελήφθη τό αστυνομικόν ανακρίσεως ήτις εξακριβώση τά αίτια τής εκρήξεως. bbox=[359, 742, 589, 930]
table-row bbox=[119, 319, 344, 332]
table-row bbox=[119, 235, 344, 248]
column-4 bbox=[842, 140, 1087, 2190]
article-tomorrow: Τό πρώτον φυλλάδιον τών Φιλ. Φιλίππου Κωβίνηρ τής Αγγλικής έν τή Εμπορική καί Βιομηχανική Ακαδημία. bbox=[1339, 171, 1571, 214]
